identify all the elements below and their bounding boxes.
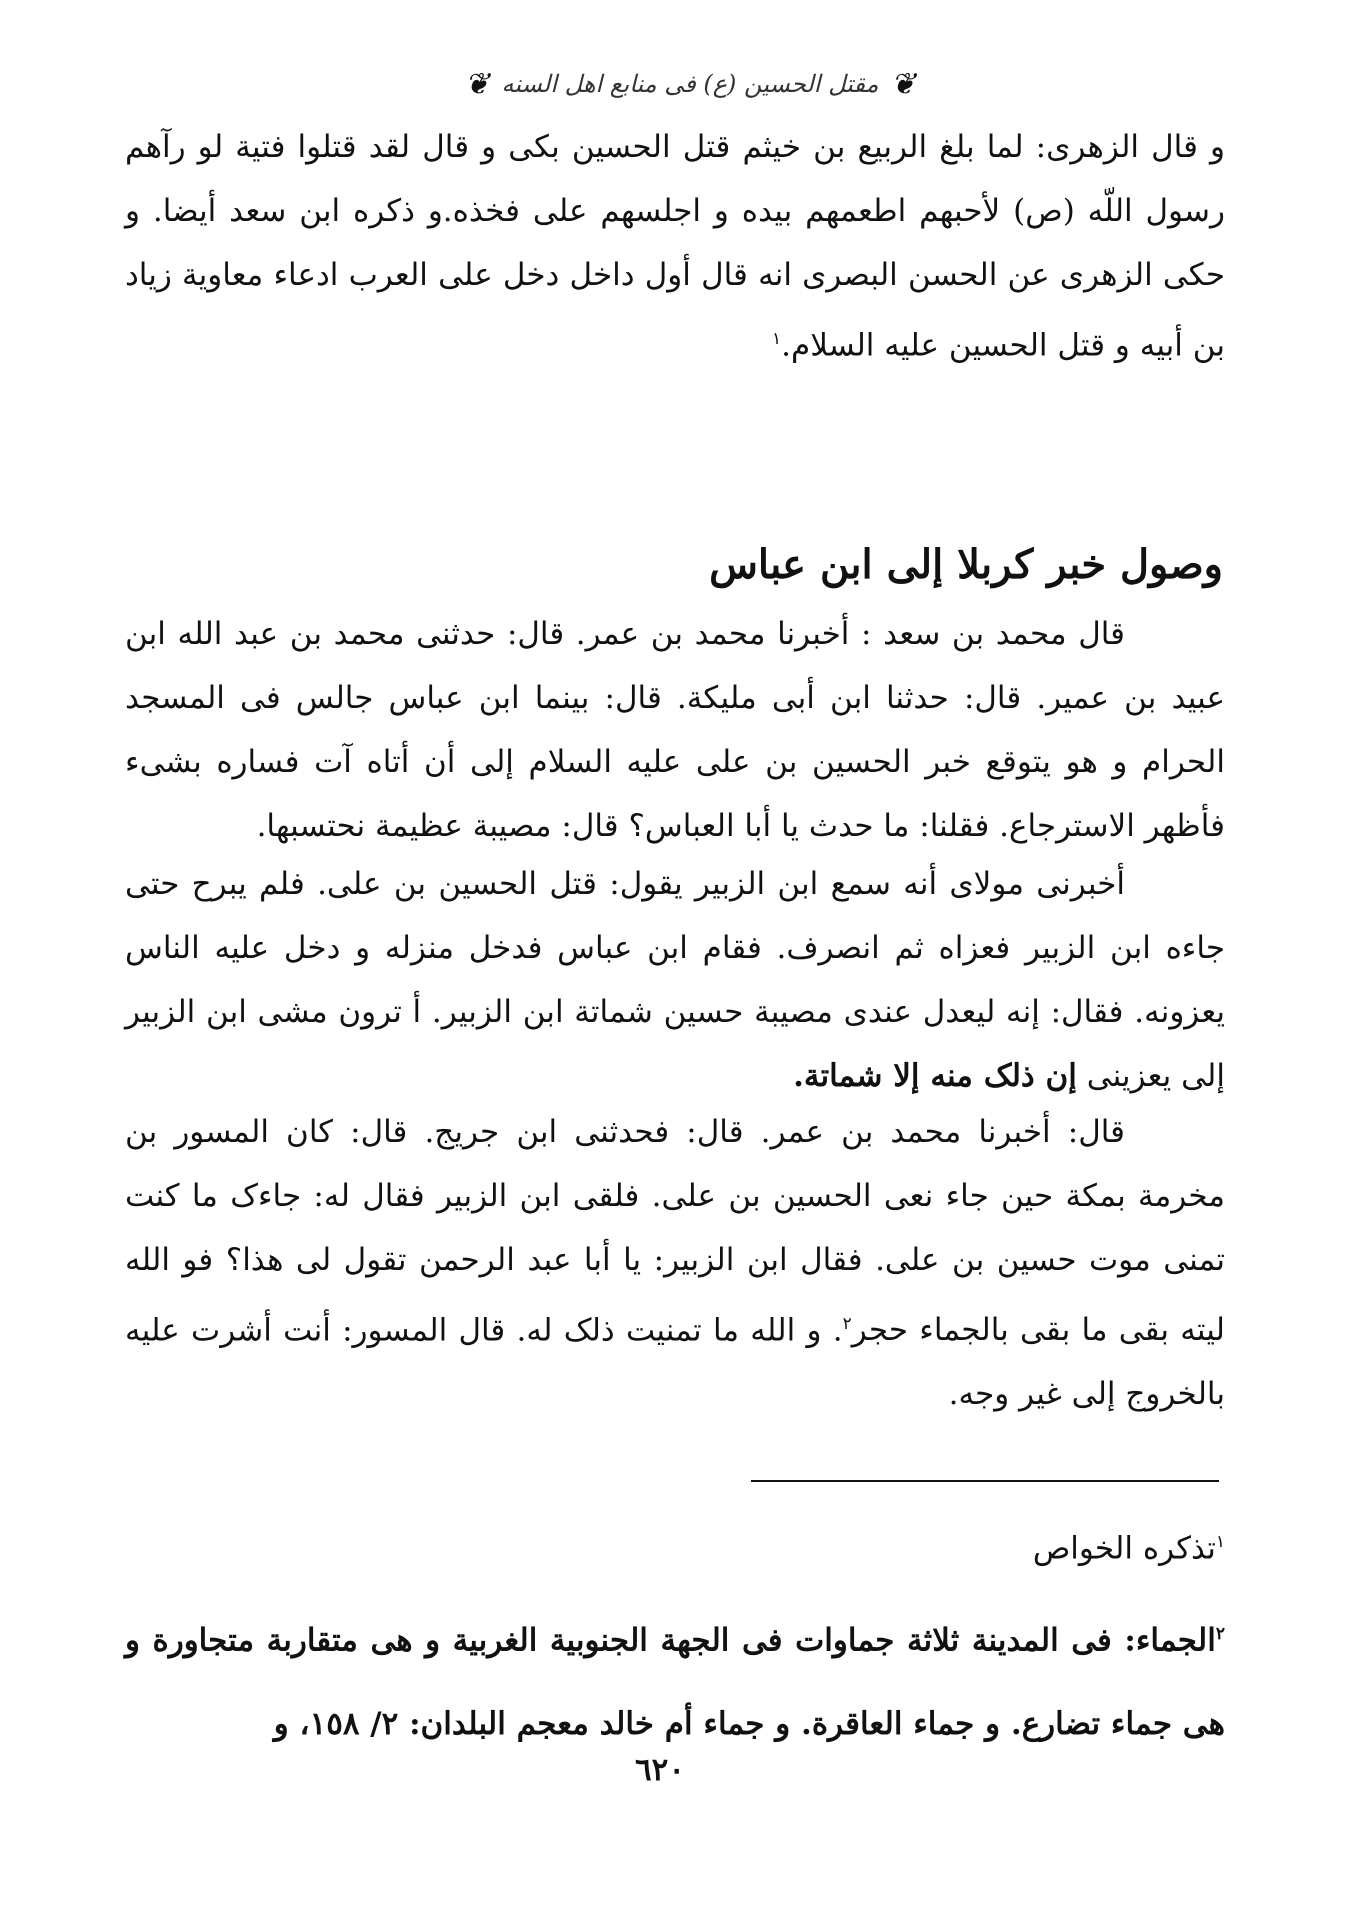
running-header <box>460 62 920 106</box>
paragraph-ibn-zubayr-text: أخبرنی مولای أنه سمع ابن الزبیر یقول: قتل الحسین بن علی. فلم یبرح حتی جاءه ابن الزبیر فعزاه ثم انصرف. فقام ابن عباس فدخل منزله و دخل علیه الناس یعزونه. فقال: إنه لیعدل عندی مصیبة حسین شماتة ابن الزبیر. أ ترون مشی ابن الزبیر إلی یعزینی <box>125 866 1225 1094</box>
paragraph-miswar-text-2: . و الله ما تمنیت ذلک له. قال المسور: أنت أشرت علیه بالخروج إلی غیر وجه. <box>125 1312 1225 1413</box>
paragraph-zuhri <box>125 115 1225 377</box>
section-title: وصول خبر کربلا إلی ابن عباس <box>709 541 1223 588</box>
paragraph-miswar <box>125 1100 1225 1426</box>
footnote-ref-1[interactable]: ١ <box>772 329 782 349</box>
ornament-left-icon: ❦ <box>464 66 490 102</box>
footnote-1 <box>125 1512 1225 1578</box>
footnote-2-marker: ٢ <box>1215 1624 1225 1644</box>
footnote-ref-2[interactable]: ٢ <box>842 1314 852 1334</box>
running-header-title: مقتل الحسين (ع) فی منابع اهل السنه <box>501 70 879 98</box>
footnote-1-marker: ١ <box>1215 1532 1225 1552</box>
page-number: ٦٢٠ <box>635 1752 685 1788</box>
footnote-1-text: تذکره الخواص <box>1032 1530 1216 1567</box>
paragraph-ibn-zubayr-bold-tail: إن ذلک منه إلا شماتة. <box>793 1058 1077 1094</box>
footnote-divider <box>751 1480 1219 1482</box>
paragraph-ibn-abbas <box>125 602 1225 858</box>
footnote-2-text: الجماء: فی المدینة ثلاثة جماوات فی الجهة الجنوبیة الغربیة و هی متقاربة متجاورة و هی جماء تضارع. و جماء العاقرة. و جماء أم خالد معجم البلدان: ٢/ ١٥٨، و <box>125 1622 1225 1743</box>
ornament-right-icon: ❦ <box>890 66 916 102</box>
footnote-2 <box>125 1592 1225 1766</box>
paragraph-zuhri-text: و قال الزهری: لما بلغ الربیع بن خیثم قتل الحسین بکی و قال لقد قتلوا فتیة لو رآهم رسول اللّه (ص) لأحبهم اطعمهم بیده و اجلسهم علی فخذه.و ذکره ابن سعد أیضا. و حکی الزهری عن الحسن البصری انه قال أول داخل دخل علی العرب ادعاء معاویة زیاد بن أبیه و قتل الحسین علیه السلام. <box>125 129 1225 364</box>
paragraph-ibn-abbas-text: قال محمد بن سعد : أخبرنا محمد بن عمر. قال: حدثنی محمد بن عبد الله ابن عبید بن عمیر. قال: حدثنا ابن أبی ملیکة. قال: بینما ابن عباس جالس فی المسجد الحرام و هو یتوقع خبر الحسین بن علی علیه السلام إلی أن أتاه آت فساره بشیء فأظهر الاسترجاع. فقلنا: ما حدث یا أبا العباس؟ قال: مصیبة عظیمة نحتسبها. <box>125 616 1225 844</box>
paragraph-ibn-zubayr <box>125 852 1225 1108</box>
paragraph-miswar-text-1: قال: أخبرنا محمد بن عمر. قال: فحدثنی ابن جریج. قال: کان المسور بن مخرمة بمکة حین جاء نعی الحسین بن علی. فلقی ابن الزبیر فقال له: جاءک ما کنت تمنی موت حسین بن علی. فقال ابن الزبیر: یا أبا عبد الرحمن تقول لی هذا؟ فو الله لیته بقی ما بقی بالجماء حجر <box>125 1114 1225 1349</box>
